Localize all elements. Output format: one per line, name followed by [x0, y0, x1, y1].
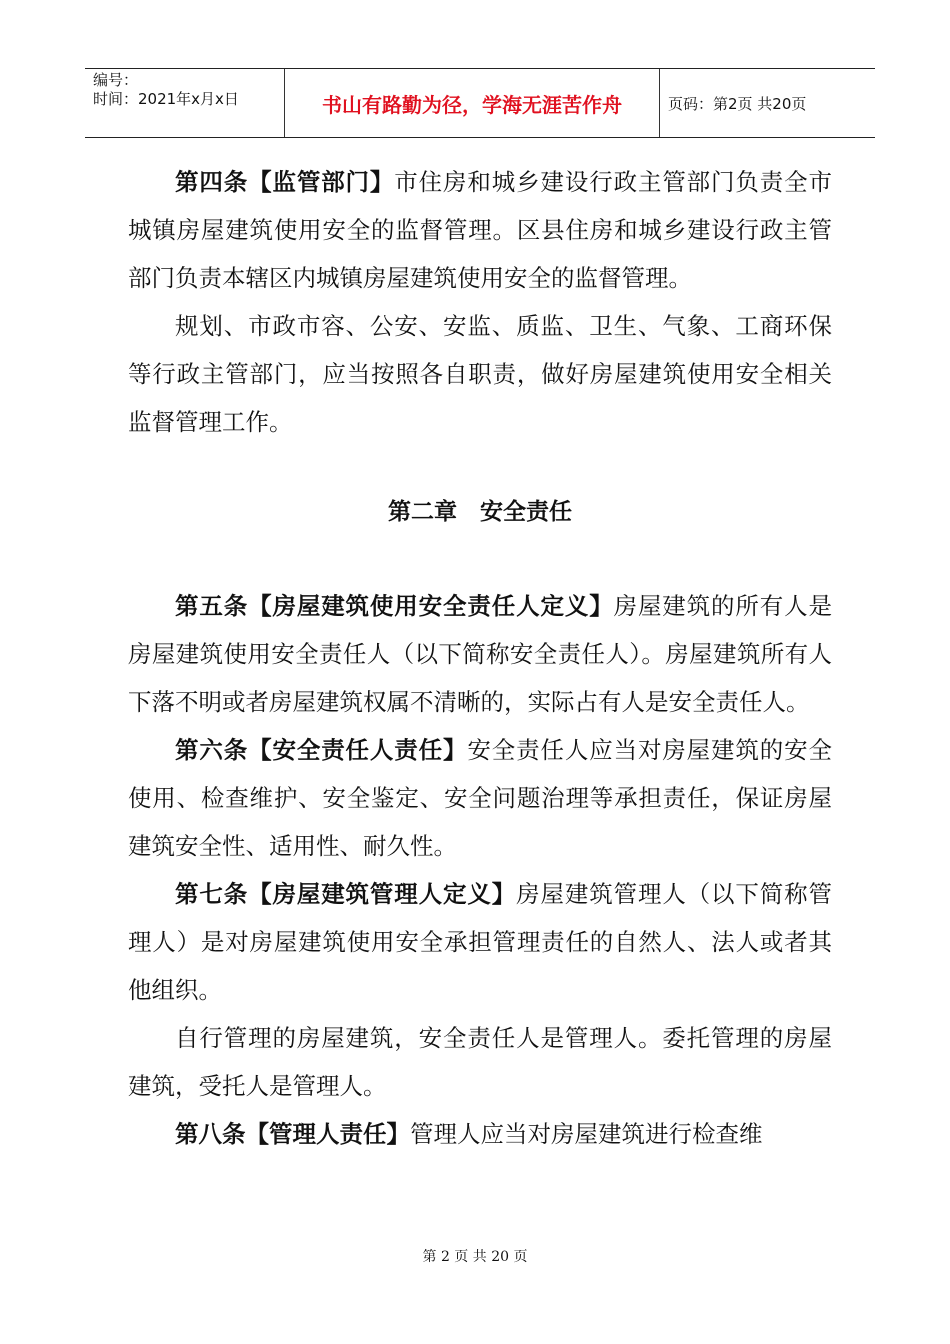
- header-motto: 书山有路勤为径，学海无涯苦作舟: [285, 69, 660, 137]
- page-header: [85, 68, 875, 138]
- chapter-heading: 第二章 安全责任: [388, 499, 572, 525]
- article-title: 第六条【安全责任人责任】: [175, 736, 468, 764]
- article-text: 管理人应当对房屋建筑进行检查维: [410, 1120, 763, 1148]
- article-6: [128, 726, 832, 870]
- header-meta: [85, 69, 285, 137]
- article-text: 安全责任人应当对房屋建筑的安全使用、检查维护、安全鉴定、安全问题治理等承担责任，保证房屋建筑安全性、适用性、耐久性。: [128, 736, 833, 860]
- article-4: [128, 158, 832, 302]
- article-4-paragraph-2: [128, 302, 832, 446]
- article-text: 房屋建筑的所有人是房屋建筑使用安全责任人（以下简称安全责任人）。房屋建筑所有人下落不明或者房屋建筑权属不清晰的，实际占有人是安全责任人。: [128, 592, 833, 716]
- article-5: [128, 582, 832, 726]
- document-body-2: [128, 582, 832, 1158]
- article-text: 规划、市政市容、公安、安监、质监、卫生、气象、工商环保等行政主管部门，应当按照各自职责，做好房屋建筑使用安全相关监督管理工作。: [128, 312, 832, 436]
- article-title: 第四条【监管部门】: [175, 168, 395, 196]
- number-label: 编号：: [93, 71, 139, 89]
- article-text: 自行管理的房屋建筑，安全责任人是管理人。委托管理的房屋建筑，受托人是管理人。: [128, 1024, 832, 1100]
- article-7: [128, 870, 832, 1014]
- article-text: 市住房和城乡建设行政主管部门负责全市城镇房屋建筑使用安全的监督管理。区县住房和城乡建设行政主管部门负责本辖区内城镇房屋建筑使用安全的监督管理。: [128, 168, 833, 292]
- article-title: 第七条【房屋建筑管理人定义】: [175, 880, 517, 908]
- document-body: [128, 158, 832, 446]
- page-footer: 第 2 页 共 20 页: [422, 1249, 528, 1265]
- article-7-paragraph-2: [128, 1014, 832, 1110]
- article-title: 第八条【管理人责任】: [175, 1120, 410, 1148]
- time-label: 时间：2021年x月x日: [93, 90, 239, 108]
- article-text: 房屋建筑管理人（以下简称管理人）是对房屋建筑使用安全承担管理责任的自然人、法人或者其他组织。: [128, 880, 833, 1004]
- header-page-info: 页码：第2页 共20页: [668, 94, 807, 113]
- article-8: [128, 1110, 832, 1158]
- article-title: 第五条【房屋建筑使用安全责任人定义】: [175, 592, 614, 620]
